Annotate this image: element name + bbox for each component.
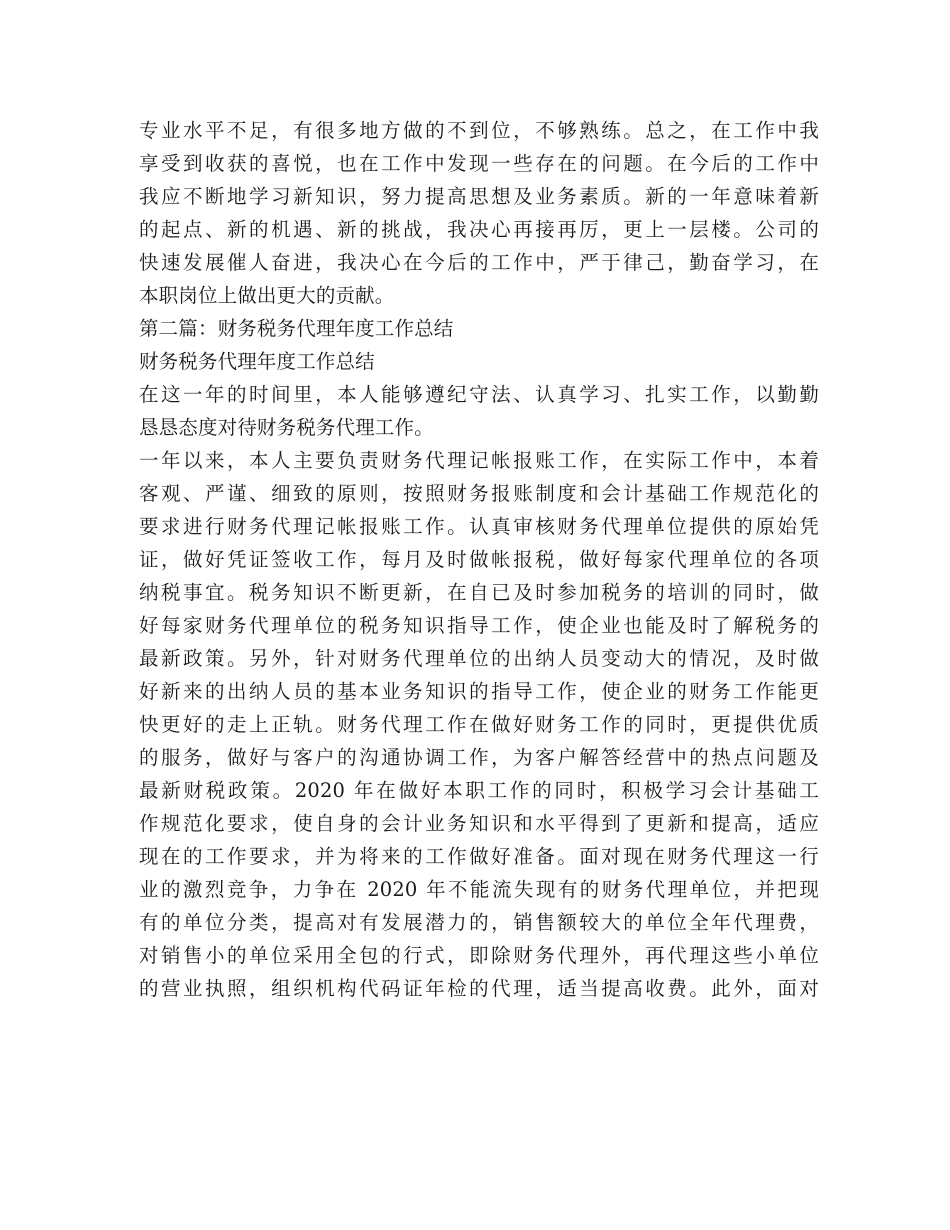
text-line: 快更好的走上正轨。财务代理工作在做好财务工作的同时，更提供优质 xyxy=(139,713,819,736)
text-line: 财务税务代理年度工作总结 xyxy=(139,350,375,373)
text-line: 一年以来，本人主要负责财务代理记帐报账工作，在实际工作中，本着 xyxy=(139,449,819,472)
text-line: 专业水平不足，有很多地方做的不到位，不够熟练。总之，在工作中我 xyxy=(139,119,819,142)
text-line: 的营业执照，组织机构代码证年检的代理，适当提高收费。此外，面对 xyxy=(139,977,819,1000)
document-body xyxy=(139,114,819,1005)
text-line: 的服务，做好与客户的沟通协调工作，为客户解答经营中的热点问题及 xyxy=(139,746,819,769)
text-line: 本职岗位上做出更大的贡献。 xyxy=(139,284,395,307)
text-line: 快速发展催人奋进，我决心在今后的工作中，严于律己，勤奋学习，在 xyxy=(139,251,819,274)
text-line: 我应不断地学习新知识，努力提高思想及业务素质。新的一年意味着新 xyxy=(139,185,819,208)
text-line: 要求进行财务代理记帐报账工作。认真审核财务代理单位提供的原始凭 xyxy=(139,515,819,538)
text-line: 的起点、新的机遇、新的挑战，我决心再接再厉，更上一层楼。公司的 xyxy=(139,218,819,241)
text-line: 对销售小的单位采用全包的行式，即除财务代理外，再代理这些小单位 xyxy=(139,944,819,967)
text-line: 恳恳态度对待财务税务代理工作。 xyxy=(139,416,434,439)
text-line: 业的激烈竞争，力争在 2020 年不能流失现有的财务代理单位，并把现 xyxy=(139,878,819,901)
text-line: 最新财税政策。2020 年在做好本职工作的同时，积极学习会计基础工 xyxy=(139,779,819,802)
text-line: 在这一年的时间里，本人能够遵纪守法、认真学习、扎实工作，以勤勤 xyxy=(139,383,819,406)
text-line: 第二篇：财务税务代理年度工作总结 xyxy=(139,317,454,340)
text-line: 好新来的出纳人员的基本业务知识的指导工作，使企业的财务工作能更 xyxy=(139,680,819,703)
text-line: 现在的工作要求，并为将来的工作做好准备。面对现在财务代理这一行 xyxy=(139,845,819,868)
text-line: 纳税事宜。税务知识不断更新，在自已及时参加税务的培训的同时，做 xyxy=(139,581,819,604)
text-line: 好每家财务代理单位的税务知识指导工作，使企业也能及时了解税务的 xyxy=(139,614,819,637)
text-line: 作规范化要求，使自身的会计业务知识和水平得到了更新和提高，适应 xyxy=(139,812,819,835)
text-line: 最新政策。另外，针对财务代理单位的出纳人员变动大的情况，及时做 xyxy=(139,647,819,670)
text-line: 享受到收获的喜悦，也在工作中发现一些存在的问题。在今后的工作中 xyxy=(139,152,819,175)
text-line: 证，做好凭证签收工作，每月及时做帐报税，做好每家代理单位的各项 xyxy=(139,548,819,571)
text-line: 有的单位分类，提高对有发展潜力的，销售额较大的单位全年代理费， xyxy=(139,911,819,934)
text-line: 客观、严谨、细致的原则，按照财务报账制度和会计基础工作规范化的 xyxy=(139,482,819,505)
